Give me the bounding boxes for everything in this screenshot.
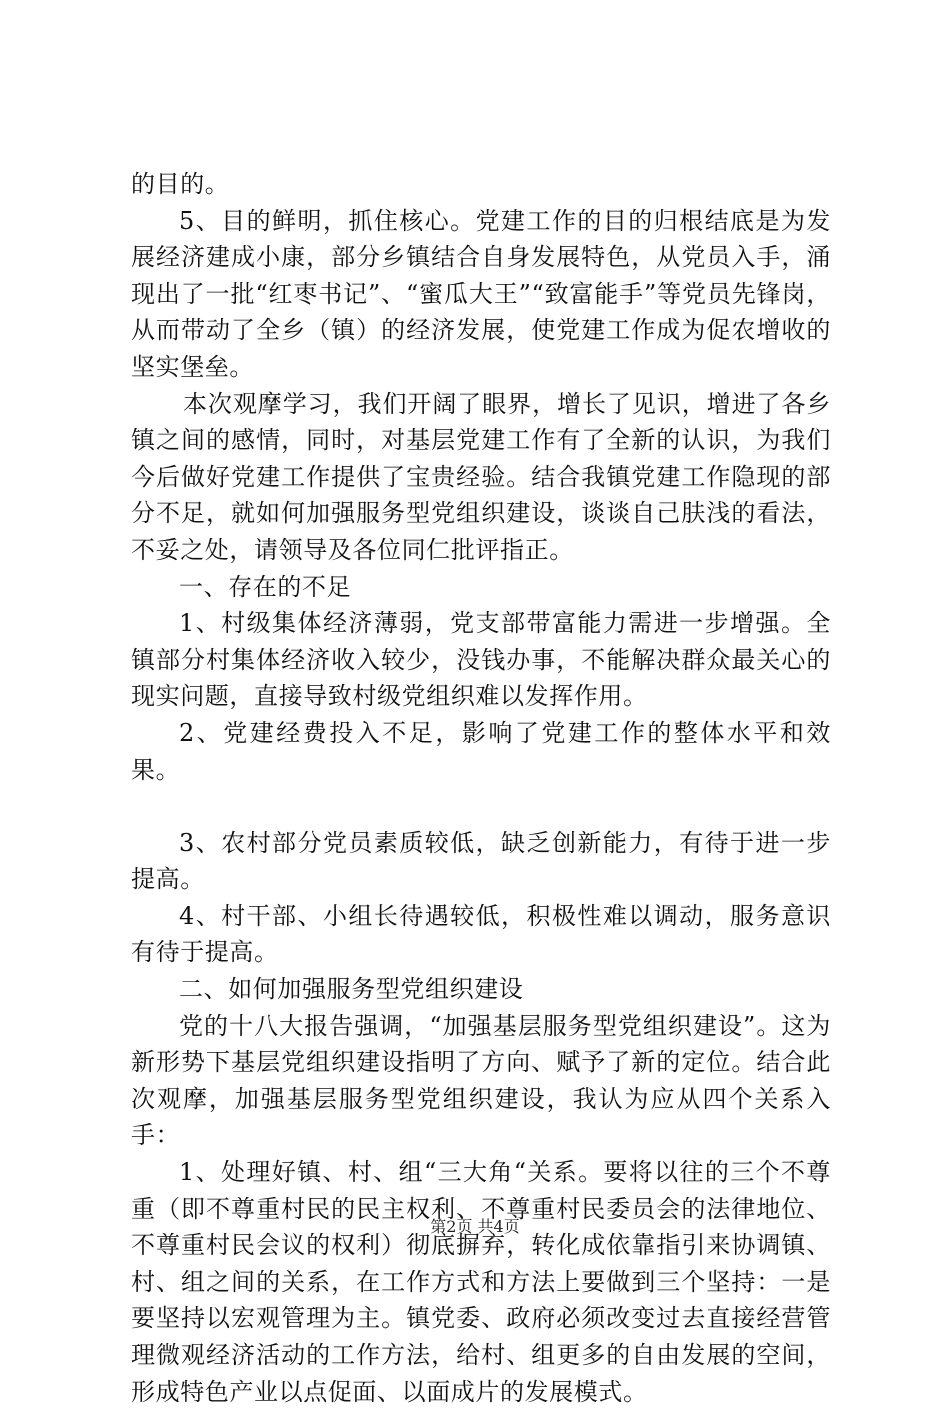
section-heading-shortcomings: 一、存在的不足 <box>179 572 352 601</box>
section-heading-strengthen: 二、如何加强服务型党组织建设 <box>179 975 524 1004</box>
paragraph-point-5: 5、目的鲜明，抓住核心。党建工作的目的归根结底是为发展经济建成小康，部分乡镇结合自身发展特色，从党员入手，涌现出了一批“红枣书记”、“蜜瓜大王”“致富能手”等党员先锋岗，从而带动了全乡（镇）的经济发展，使党建工作成为促农增收的坚实堡垒。 <box>131 206 831 381</box>
paragraph-shortcoming-3: 3、农村部分党员素质较低，缺乏创新能力，有待于进一步提高。 <box>131 828 831 894</box>
blank-line <box>131 788 831 825</box>
paragraph-continuation: 的目的。 <box>131 170 230 198</box>
paragraph-shortcoming-2: 2、党建经费投入不足，影响了党建工作的整体水平和效果。 <box>131 718 831 784</box>
paragraph-shortcoming-4: 4、村干部、小组长待遇较低，积极性难以调动，服务意识有待于提高。 <box>131 901 831 967</box>
paragraph-summary: 本次观摩学习，我们开阔了眼界，增长了见识，增进了各乡镇之间的感情，同时，对基层党建工作有了全新的认识，为我们今后做好党建工作提供了宝贵经验。结合我镇党建工作隐现的部分不足，就如何加强服务型党组织建设，谈谈自己肤浅的看法，不妥之处，请领导及各位同仁批评指正。 <box>131 389 831 564</box>
paragraph-shortcoming-1: 1、村级集体经济薄弱，党支部带富能力需进一步增强。全镇部分村集体经济收入较少，没钱办事，不能解决群众最关心的现实问题，直接导致村级党组织难以发挥作用。 <box>131 609 831 711</box>
paragraph-report-quote: 党的十八大报告强调，“加强基层服务型党组织建设”。这为新形势下基层党组织建设指明了方向、赋予了新的定位。结合此次观摩，加强基层服务型党组织建设，我认为应从四个关系入手： <box>131 1011 831 1150</box>
paragraph-relation-1: 1、处理好镇、村、组“三大角“关系。要将以往的三个不尊重（即不尊重村民的民主权利、不尊重村民委员会的法律地位、不尊重村民会议的权利）彻底摒弃，转化成依靠指引来协调镇、村、组之间的关系，在工作方式和方法上要做到三个坚持：一是要坚持以宏观管理为主。镇党委、政府必须改变过去直接经营管理微观经济活动的工作方法，给村、组更多的自由发展的空间，形成特色产业以点促面、以面成片的发展模式。 <box>131 1158 831 1406</box>
page-footer: 第2页 共4页 <box>430 1217 520 1236</box>
